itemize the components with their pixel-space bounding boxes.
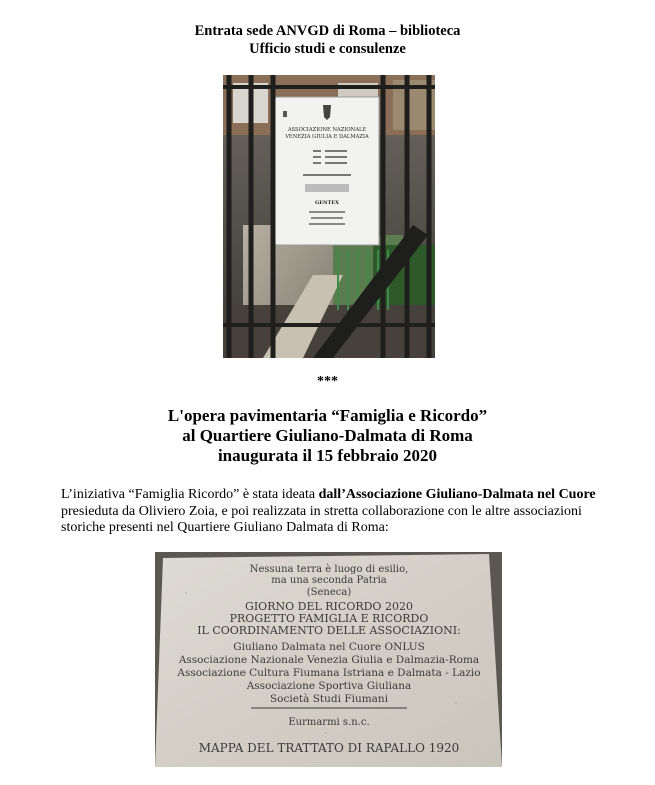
plaque-line-6: Giuliano Dalmata nel Cuore ONLUS <box>233 641 425 653</box>
article-title <box>0 406 655 466</box>
plaque-line-10: Società Studi Fiumani <box>269 693 389 705</box>
article-title-line1: L'opera pavimentaria “Famiglia e Ricordo” <box>167 406 488 425</box>
entrance-photo-image <box>223 75 435 358</box>
plaque-line-0: Nessuna terra è luogo di esilio, <box>249 564 409 575</box>
header-line2: Ufficio studi e consulenze <box>249 41 406 57</box>
section-separator: *** <box>317 374 338 389</box>
sign-label: GENTEX <box>314 200 340 206</box>
plaque-line-7: Associazione Nazionale Venezia Giulia e Dalmazia-Roma <box>178 654 480 666</box>
association-sign <box>275 97 379 245</box>
plaque-line-5: IL COORDINAMENTO DELLE ASSOCIAZIONI: <box>197 624 461 637</box>
sign-line1: ASSOCIAZIONE NAZIONALE <box>287 127 367 133</box>
plaque-line-8: Associazione Cultura Fiumana Istriana e Dalmata - Lazio <box>177 667 481 679</box>
plaque-line-2: (Seneca) <box>306 587 352 598</box>
plaque-line-9: Associazione Sportiva Giuliana <box>246 680 412 692</box>
article-paragraph <box>61 487 611 537</box>
plaque-photo <box>155 552 502 767</box>
entrance-photo <box>223 75 435 358</box>
plaque-line-3: GIORNO DEL RICORDO 2020 <box>245 600 413 613</box>
plaque-line-4: PROGETTO FAMIGLIA E RICORDO <box>229 612 429 625</box>
paragraph-bold-association: dall’Associazione Giuliano-Dalmata nel Cuore <box>318 487 596 502</box>
paragraph-text-1: L’iniziativa “Famiglia Ricordo” è stata ideata <box>61 487 319 502</box>
header-line1: Entrata sede ANVGD di Roma – biblioteca <box>194 23 461 39</box>
sign-line2: VENEZIA GIULIA E DALMAZIA <box>285 134 369 140</box>
paragraph-text-2: presieduta da Oliviero Zoia, e poi realizzata in stretta collaborazione con le altre associazioni storiche presenti nel Quartiere Giuliano Dalmata di Roma: <box>61 503 582 535</box>
article-title-line2: al Quartiere Giuliano-Dalmata di Roma <box>182 426 473 445</box>
page-header <box>0 22 655 58</box>
plaque-line-11: Eurmarmi s.n.c. <box>288 717 370 728</box>
plaque-photo-image <box>155 552 502 767</box>
plaque-line-1: ma una seconda Patria <box>271 575 387 586</box>
plaque-line-12: MAPPA DEL TRATTATO DI RAPALLO 1920 <box>198 741 460 755</box>
article-title-line3: inaugurata il 15 febbraio 2020 <box>217 446 438 465</box>
